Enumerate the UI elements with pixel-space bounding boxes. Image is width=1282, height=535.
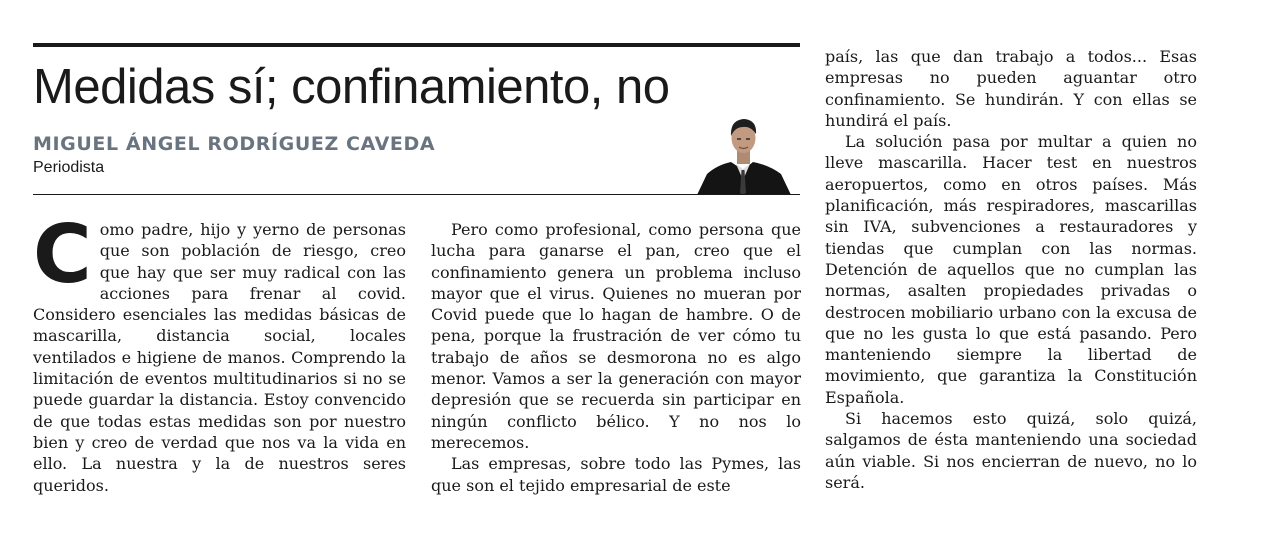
paragraph: La solución pasa por multar a quien no lleve mascarilla. Hacer test en nuestros aeropuertos, como en otros países. Más planificación, más respiradores, mascarillas sin IVA, subvenciones a restauradores y tiendas que cumplan con las normas. Detención de aquellos que no cumplan las normas, asalten propiedades privadas o destrocen mobiliario urbano con la excusa de que no les gusta lo que está pasando. Pero manteniendo siempre la libertad de movimiento, que garantiza la Constitución Española. <box>825 132 1197 407</box>
paragraph: Las empresas, sobre todo las Pymes, las que son el tejido empresarial de este <box>431 454 801 495</box>
author-name: MIGUEL ÁNGEL RODRÍGUEZ CAVEDA <box>33 133 436 155</box>
author-role: Periodista <box>33 159 105 176</box>
top-rule <box>33 43 800 47</box>
article-column-1 <box>33 208 406 496</box>
article-column-2 <box>431 219 801 496</box>
paragraph: Pero como profesional, como persona que lucha para ganarse el pan, creo que el confinamiento genera un problema incluso mayor que el virus. Quienes no mueran por Covid puede que lo hagan de hambre. O de pena, porque la frustración de ver cómo tu trabajo de años se desmorona no es algo menor. Vamos a ser la generación con mayor depresión que se recuerda sin participar en ningún conflicto bélico. Y no nos lo merecemos. <box>431 220 801 452</box>
paragraph <box>33 208 406 496</box>
headline: Medidas sí; confinamiento, no <box>33 60 670 114</box>
drop-cap: C <box>33 208 92 301</box>
article-column-3 <box>825 46 1197 493</box>
paragraph-text: omo padre, hijo y yerno de personas que son población de riesgo, creo que hay que ser muy radical con las acciones para frenar al covid. Considero esenciales las medidas básicas de mascarilla, distancia social, locales ventilados e higiene de manos. Comprendo la limitación de eventos multitudinarios si no se puede guardar la distancia. Estoy convencido de que todas estas medidas son por nuestro bien y creo de verdad que nos va la vida en ello. La nuestra y la de nuestros seres queridos. <box>33 220 406 495</box>
author-photo <box>695 112 795 195</box>
paragraph: país, las que dan trabajo a todos... Esas empresas no pueden aguantar otro confinamiento. Se hundirán. Y con ellas se hundirá el país. <box>825 47 1197 130</box>
byline-rule <box>33 194 800 195</box>
paragraph: Si hacemos esto quizá, solo quizá, salgamos de ésta manteniendo una sociedad aún viable. Si nos encierran de nuevo, no lo será. <box>825 409 1197 492</box>
